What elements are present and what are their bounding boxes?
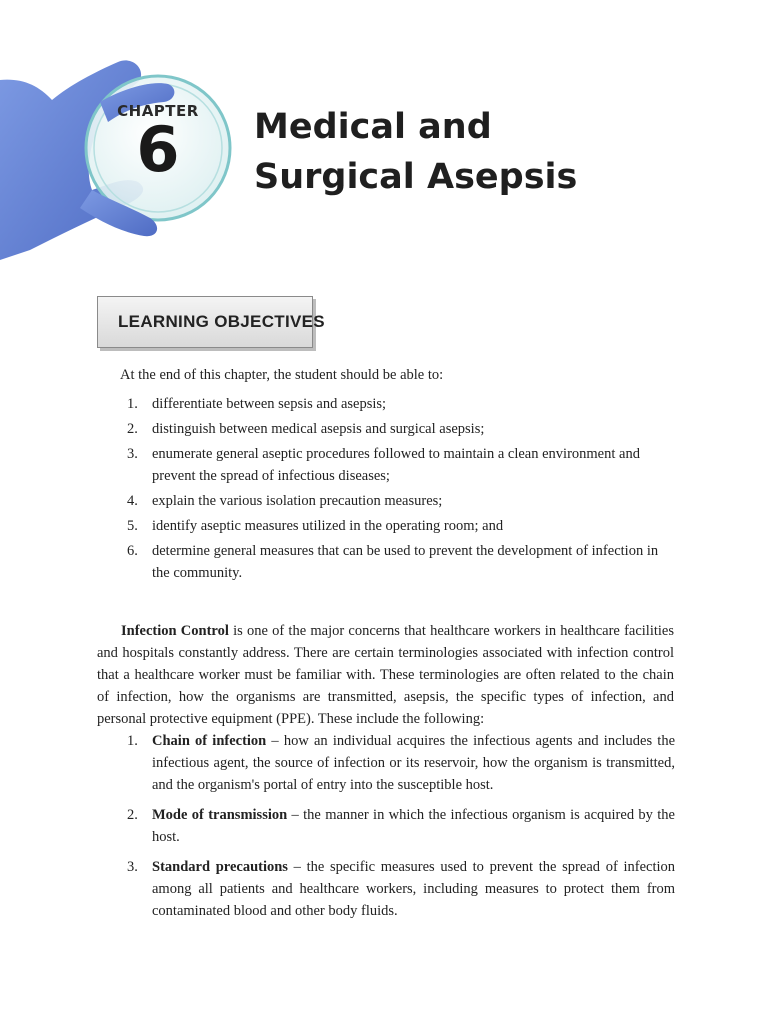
chapter-title-line-1: Medical and xyxy=(254,107,492,147)
list-item: 2. distinguish between medical asepsis and surgical asepsis; xyxy=(127,421,485,437)
chapter-title-line-2: Surgical Asepsis xyxy=(254,157,578,197)
infection-control-term: Infection Control xyxy=(121,623,229,639)
list-item: 1. Chain of infection – how an individual acquires the infectious agents and includes the infectious agent, the source of infection or its reservoir, how the organism is transmitted, and the organism's portal of entry into the susceptible host. xyxy=(127,733,675,793)
list-item: 1. differentiate between sepsis and asepsis; xyxy=(127,396,387,412)
list-item: 6. determine general measures that can be used to prevent the development of infection in the community. xyxy=(127,543,659,581)
list-item: 3. enumerate general aseptic procedures followed to maintain a clean environment and prevent the spread of infectious diseases; xyxy=(127,446,640,484)
list-item: 2. Mode of transmission – the manner in which the infectious organism is acquired by the host. xyxy=(127,807,675,845)
chapter-number: 6 xyxy=(136,113,180,186)
chapter-title xyxy=(254,102,577,202)
learning-objectives-box xyxy=(97,296,325,348)
infection-control-paragraph: Infection Control is one of the major concerns that healthcare workers in healthcare facilities and hospitals constantly address. There are certain terminologies associated with infection control that a healthcare worker must be familiar with. These terminologies are often related to the chain of infection, how the organisms are transmitted, asepsis, the specific types of infection, and personal protective equipment (PPE). These include the following: xyxy=(97,623,675,727)
terminology-list xyxy=(127,730,675,930)
objectives-list xyxy=(127,393,675,587)
objectives-intro: At the end of this chapter, the student should be able to: xyxy=(120,367,444,383)
list-item: 3. Standard precautions – the specific measures used to prevent the spread of infection among all patients and healthcare workers, including measures to protect them from contaminated blood and other body fluids. xyxy=(127,859,675,919)
list-item: 5. identify aseptic measures utilized in the operating room; and xyxy=(127,518,504,534)
learning-objectives-heading: LEARNING OBJECTIVES xyxy=(118,312,325,331)
chapter-label: CHAPTER xyxy=(117,102,199,120)
list-item: 4. explain the various isolation precaution measures; xyxy=(127,493,443,509)
